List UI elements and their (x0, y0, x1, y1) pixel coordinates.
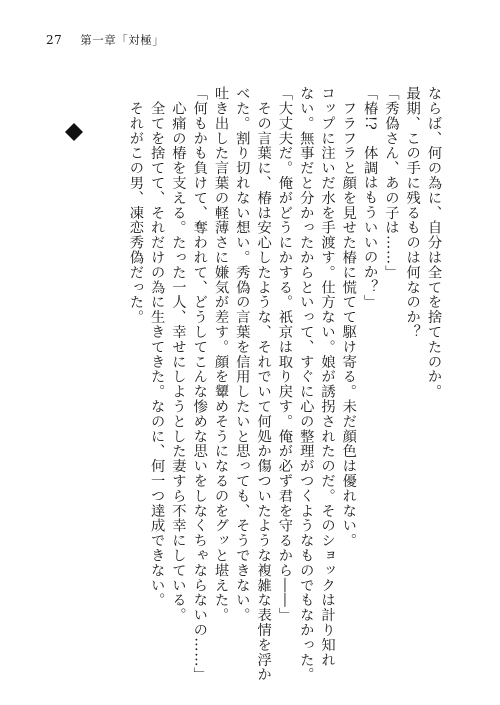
chapter-title: 第一章「対極」 (80, 33, 165, 47)
text-line: 最期、この手に残るものは何なのか？ (404, 86, 421, 340)
text-line: ない。無事だと分かったからといって、すぐに心の整理がつくようなものでもなかった。 (298, 86, 315, 682)
text-line: 「何もかも負けて、奪われて、どうしてこんな惨めな思いをしなくちゃならないの……」 (191, 86, 208, 682)
text-line: 吐き出した言葉の軽薄さに嫌気が差す。顔を顰めそうになるのをグッと堪えた。 (213, 86, 230, 623)
text-line: それがこの男、凍恋秀偽だった。 (127, 86, 144, 325)
page-number: 27 (46, 33, 63, 47)
text-line: 「椿!? 体調はもういいのか？」 (362, 86, 379, 310)
text-line: ならば、何の為に、自分は全てを捨てたのか。 (426, 86, 442, 399)
text-line: 「秀偽さん、あの子は……」 (383, 86, 400, 280)
text-line: べた。割り切れない想い。秀偽の言葉を信用したいと思っても、そうできない。 (234, 86, 251, 623)
text-line: 全てを捨てて、それだけの為に生きてきた。なのに、何一つ達成できない。 (149, 86, 166, 608)
text-line: 心痛の椿を支える。たった一人、幸せにしようとした妻すら不幸にしている。 (170, 86, 187, 623)
text-line: その言葉に、椿は安心したような、それでいて何処か傷ついたような複雑な表情を浮か (255, 86, 272, 682)
text-line: フラフラと顔を見せた椿に慌てて駆け寄る。未だ顔色は優れない。 (340, 86, 357, 548)
text-line: コップに注いだ水を手渡す。仕方ない。娘が誘拐されたのだ。そのショックは計り知れ (319, 86, 336, 668)
black-diamond-icon (64, 122, 84, 142)
running-header (46, 32, 164, 48)
vertical-body-text (52, 86, 444, 682)
text-line: 「大丈夫だ。俺がどうにかする。祇京は取り戻す。俺が必ず君を守るから――」 (276, 86, 293, 623)
